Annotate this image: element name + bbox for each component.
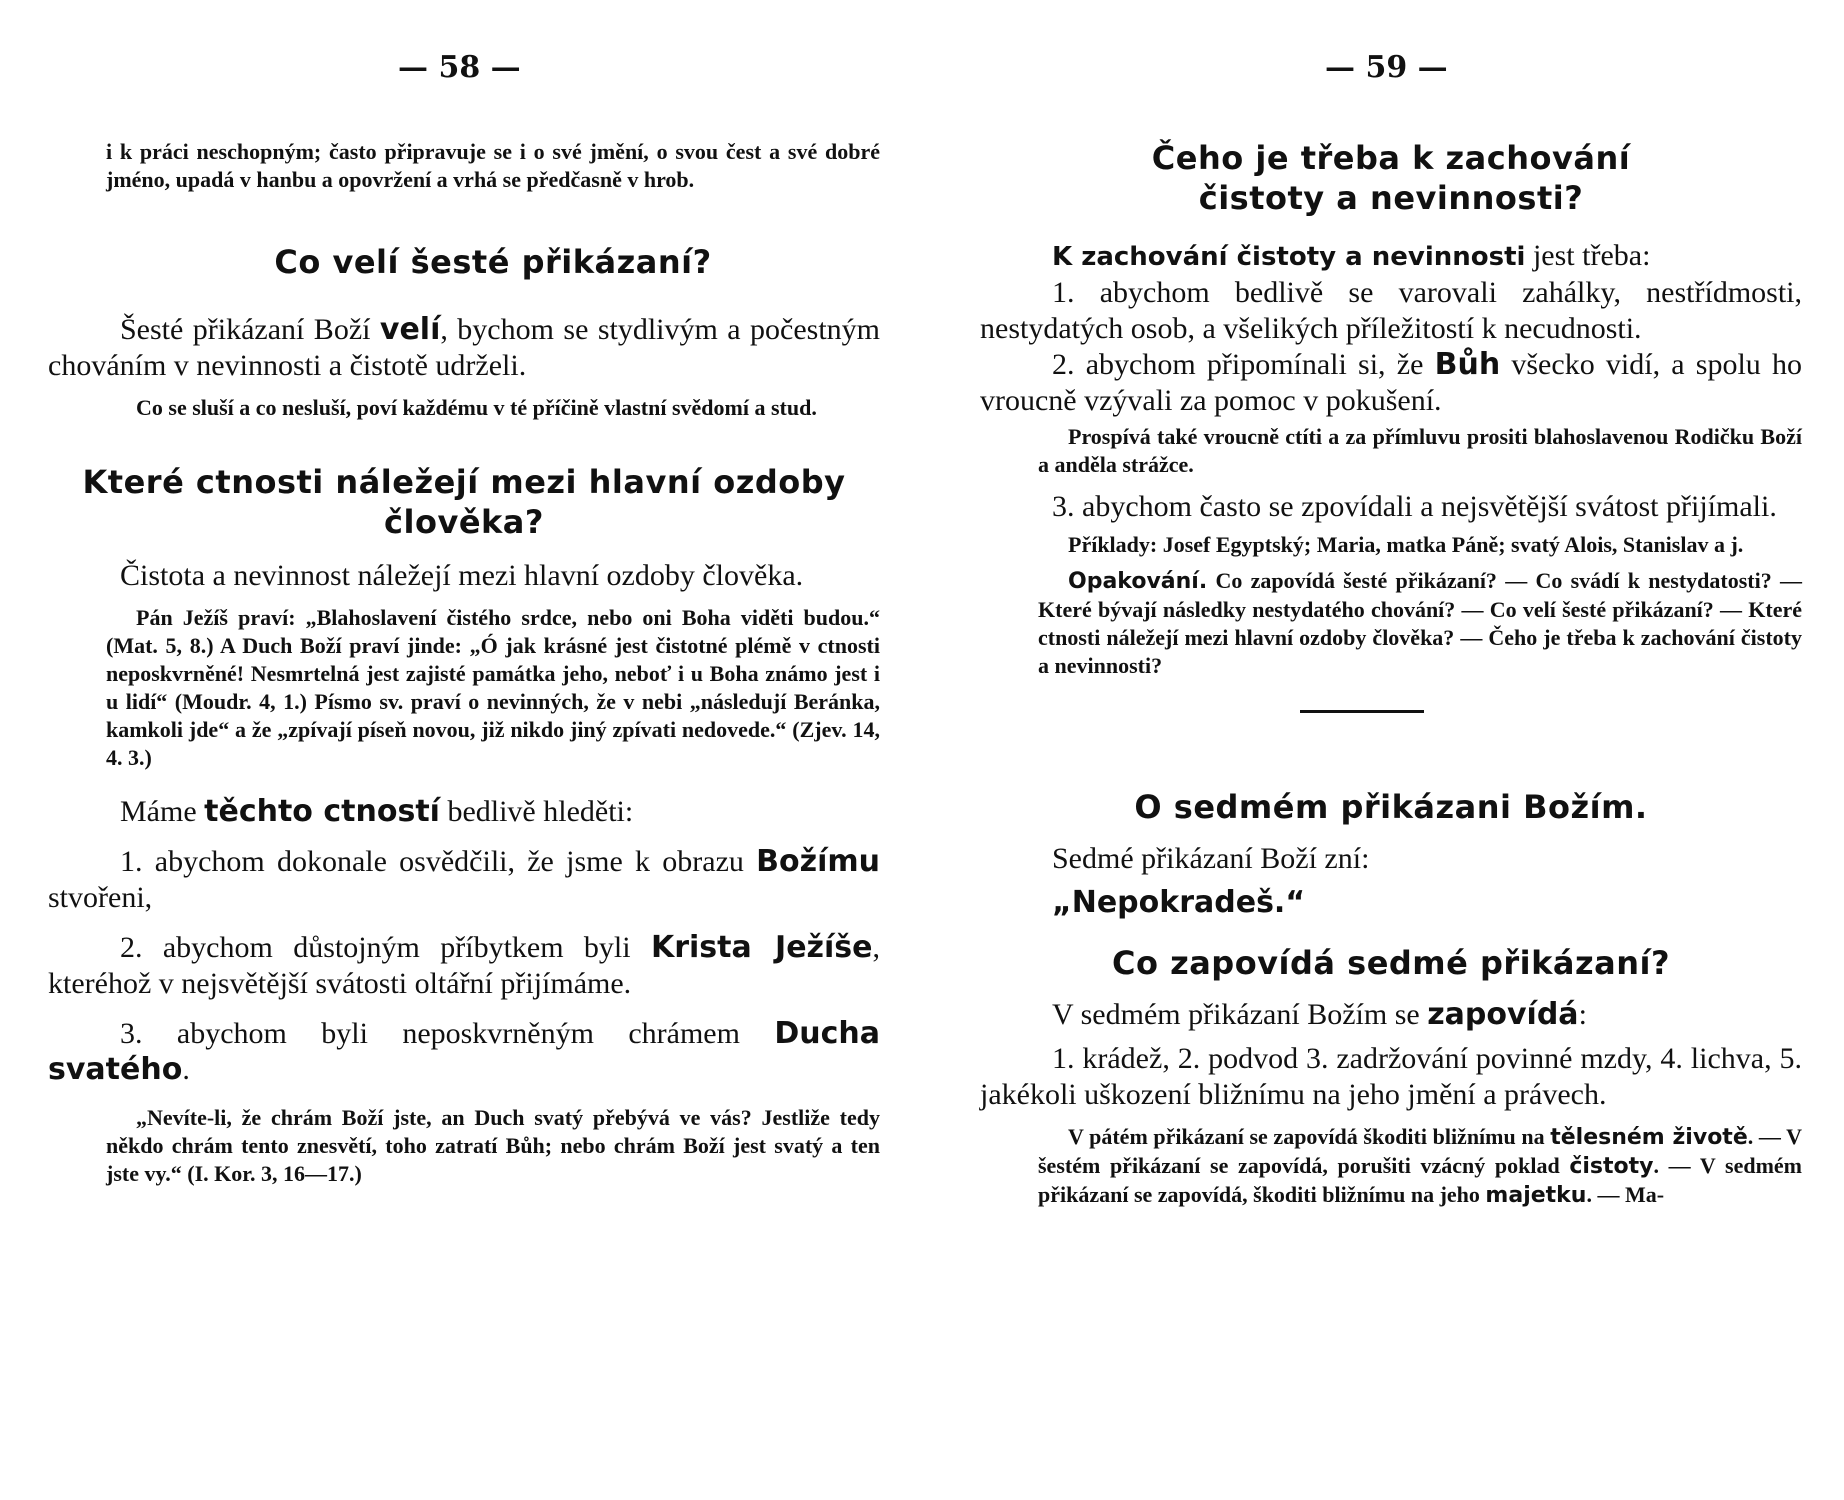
answer-emphasis: velí [379, 312, 441, 347]
question-heading: Které ctnosti náležejí mezi hlavní ozdoby člověka? [82, 463, 846, 541]
list-emphasis: Ducha svatého [48, 1016, 880, 1087]
list-item [980, 347, 1802, 419]
list-text: všecko vidí, a spolu ho vroucně vzývali za pomoc v pokušení. [980, 348, 1802, 417]
list-text: 3. abychom byli neposkvrněným chrámem [120, 1017, 775, 1050]
note-emphasis: majetku [1485, 1183, 1587, 1208]
commandment-text: „Nepokradeš.“ [1052, 885, 1306, 920]
list-text: . [182, 1053, 190, 1086]
note-emphasis: tělesném životě [1550, 1125, 1748, 1150]
list-item: 3. abychom často se zpovídali a nejsvětější svátost přijímali. [1052, 490, 1777, 523]
note-paragraph: Příklady: Josef Egyptský; Maria, matka Páně; svatý Alois, Stanislav a j. [1068, 532, 1744, 557]
note-paragraph [1038, 1123, 1802, 1210]
list-item [48, 930, 880, 1002]
list-item [48, 1016, 880, 1088]
answer-text: , bychom se stydlivým a počestným chováním v nevinnosti a čistotě udrželi. [48, 313, 880, 382]
answer-paragraph [48, 312, 880, 384]
note-text: . — V sedmém přikázaní se zapovídá, škoditi bližnímu na jeho [1038, 1153, 1802, 1207]
note-paragraph: „Nevíte-li, že chrám Boží jste, an Duch svatý přebývá ve vás? Jestliže tedy někdo chrám tento znesvětí, toho zatratí Bůh; nebo chrám Boží jest svatý a ten jste vy.“ (I. Kor. 3, 16—17.) [106, 1105, 880, 1186]
answer-text: V sedmém přikázaní Božím se [1052, 998, 1428, 1031]
answer-paragraph [980, 238, 1802, 275]
answer-text: : [1578, 998, 1587, 1031]
list-text: stvořeni, [48, 881, 153, 914]
note-paragraph: Prospívá také vroucně ctíti a za přímluvu prositi blahoslavenou Rodičku Boží a anděla strážce. [1038, 424, 1802, 477]
note-text: . — Ma- [1586, 1182, 1665, 1207]
answer-emphasis: těchto ctností [204, 794, 440, 829]
question-heading: Čeho je třeba k zachování čistoty a nevinnosti? [1151, 139, 1631, 217]
commandment-quote [980, 885, 1802, 921]
question-heading: Co velí šesté přikázaní? [274, 243, 712, 281]
page-number: — 58 — [398, 50, 521, 85]
right-page-content [980, 138, 1802, 1210]
list-text: 2. abychom připomínali si, že [1052, 348, 1435, 381]
section-title: O sedmém přikázani Božím. [1134, 788, 1648, 826]
answer-paragraph: Čistota a nevinnost náležejí mezi hlavní ozdoby člověka. [120, 559, 804, 592]
note-paragraph: Co se sluší a co nesluší, poví každému v té příčině vlastní svědomí a stud. [136, 395, 817, 420]
note-paragraph: Pán Ježíš praví: „Blahoslavení čistého srdce, nebo oni Boha viděti budou.“ (Mat. 5, 8.) A Duch Boží praví jinde: „Ó jak krásné jest čistotné plémě v ctnosti neposkvrněné! Nesmrtelná jest zajisté památka jeho, neboť i u Boha známo jest i u lidí“ (Moudr. 4, 1.) Písmo sv. praví o nevinných, že v nebi „následují Beránka, kamkoli jde“ a že „zpívají píseň novou, již nikdo jiný zpívati nedovede.“ (Zjev. 14, 4. 3.) [106, 605, 880, 770]
answer-text: Máme [120, 795, 205, 828]
commandment-intro: Sedmé přikázaní Boží zní: [1052, 842, 1370, 875]
continuation-text: i k práci neschopným; často připravuje se i o své jmění, o svou čest a své dobré jméno, upadá v hanbu a opovržení a vrhá se předčasně v hrob. [106, 139, 880, 192]
list-emphasis: Bůh [1434, 347, 1501, 382]
answer-text: jest třeba: [1525, 239, 1651, 272]
list-text: , kteréhož v nejsvětější svátosti oltářní přijímáme. [48, 931, 880, 1000]
left-page-content [48, 138, 880, 1188]
answer-emphasis: zapovídá [1427, 997, 1579, 1032]
list-item [48, 844, 880, 916]
page-number: — 59 — [1325, 50, 1448, 85]
answer-emphasis: K zachování čistoty a nevinnosti [1052, 242, 1526, 272]
list-emphasis: Krista Ježíše [650, 930, 873, 965]
answer-text: bedlivě hleděti: [439, 795, 634, 828]
list-emphasis: Božímu [756, 844, 880, 879]
list-text: 2. abychom důstojným příbytkem byli [120, 931, 651, 964]
answer-paragraph [48, 794, 880, 830]
list-item: 1. krádež, 2. podvod 3. zadržování povinné mzdy, 4. lichva, 5. jakékoli uškození bližnímu na jeho jmění a právech. [980, 1042, 1802, 1111]
answer-text: Šesté přikázaní Boží [120, 313, 380, 346]
note-emphasis: čistoty [1569, 1154, 1654, 1179]
question-heading: Co zapovídá sedmé přikázaní? [1111, 944, 1671, 982]
answer-paragraph [980, 997, 1802, 1033]
list-item: 1. abychom bedlivě se varovali zahálky, nestřídmosti, nestydatých osob, a všelikých příležitostí k necudnosti. [980, 276, 1802, 345]
repetition-label: Opakování. [1068, 569, 1208, 594]
repetition-paragraph [1038, 567, 1802, 680]
list-text: 1. abychom dokonale osvědčili, že jsme k obrazu [120, 845, 757, 878]
note-text: . — V šestém přikázaní se zapovídá, porušiti vzácný poklad [1038, 1124, 1802, 1178]
note-text: V pátém přikázaní se zapovídá škoditi bližnímu na [1068, 1124, 1551, 1149]
repetition-text: Co zapovídá šesté přikázaní? — Co svádí k nestydatosti? — Které bývají následky nestydatého chování? — Co velí šesté přikázaní? — Které ctnosti náležejí mezi hlavní ozdoby člověka? — Čeho je třeba k zachování čistoty a nevinnosti? [1038, 568, 1802, 678]
